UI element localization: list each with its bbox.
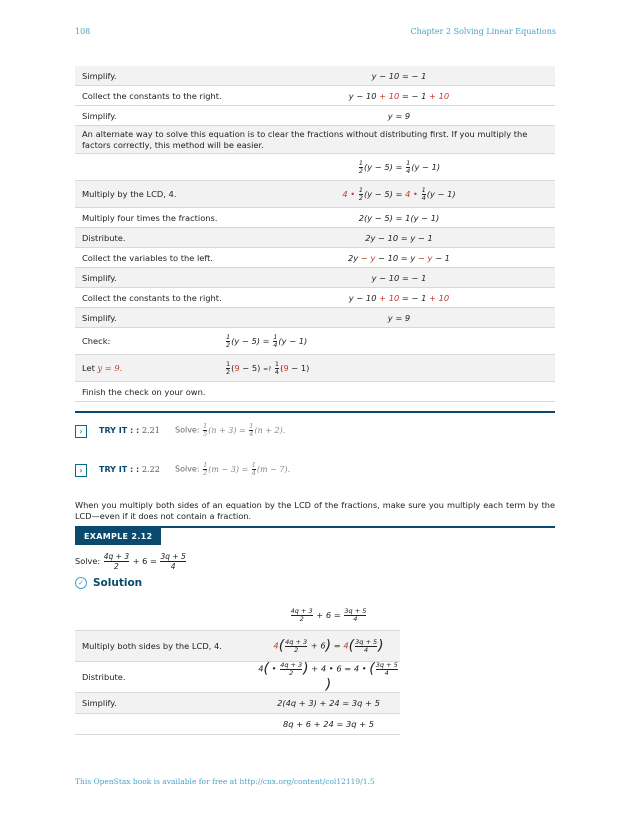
step-label: Multiply both sides by the LCD, 4. xyxy=(82,641,222,651)
step-label: Finish the check on your own. xyxy=(82,386,206,397)
table-row xyxy=(75,355,555,382)
try-it-label: TRY IT : : 2.21 xyxy=(99,426,160,435)
solution-heading: ✓ Solution xyxy=(75,577,142,589)
lcd-paragraph: When you multiply both sides of an equation by the LCD of the fractions, make sure you multiply each term by the LCD—even if it does not contain a fraction. xyxy=(75,500,555,521)
let-label: Let y = 9. xyxy=(82,363,123,373)
page-number: 108 xyxy=(75,27,91,36)
step-math: y = 9 xyxy=(387,312,411,323)
step-math: y − 10 = − 1 xyxy=(371,272,427,283)
try-it-problem: Solve: $\frac{1}{2}$ (m − 3) = $\frac{1}{4}$ (m − 7). xyxy=(175,461,291,477)
step-math: 8q + 6 + 24 = 3q + 5 xyxy=(282,719,375,729)
table-row xyxy=(75,126,555,154)
step-math: y − 10 + 10 = − 1 + 10 xyxy=(348,292,450,303)
step-math: $\frac{1}{2}$ (y − 5) = $\frac{1}{4}$ (y − 1) xyxy=(358,158,441,175)
table-row xyxy=(75,662,400,693)
step-math: y − 10 = − 1 xyxy=(371,70,427,81)
try-it-2-22[interactable] xyxy=(75,462,555,480)
table-row xyxy=(75,288,555,308)
check-label: Check: xyxy=(82,336,111,346)
try-it-label: TRY IT : : 2.22 xyxy=(99,465,160,474)
step-math: 2y − y − 10 = y − y − 1 xyxy=(348,252,450,263)
step-label: Collect the variables to the left. xyxy=(82,252,214,263)
step-label: Collect the constants to the right. xyxy=(82,90,222,101)
table-row xyxy=(75,382,555,402)
step-math: $\frac{4q + 3}{2}$ + 6 = $\frac{3q + 5}{4}$ xyxy=(290,606,367,623)
step-label: Simplify. xyxy=(82,312,117,323)
step-math: 4( • $\frac{4q + 3}{2}$ ) + 4 • 6 = 4 • ( $\frac{3q + 5}{4}$ ) xyxy=(258,660,398,693)
check-math: $\frac{1}{2}$ (y − 5) = $\frac{1}{4}$ (y − 1) xyxy=(226,332,308,349)
step-label: Simplify. xyxy=(82,110,117,121)
example-tag: EXAMPLE 2.12 xyxy=(75,528,161,545)
table-row xyxy=(75,248,555,268)
check-circle-icon: ✓ xyxy=(75,577,87,589)
step-math: y − 10 + 10 = − 1 + 10 xyxy=(348,90,450,101)
alternate-method-note: An alternate way to solve this equation is to clear the fractions without distributing first. If you multiply the factors correctly, this method will be easier. xyxy=(82,128,528,150)
chevron-right-icon[interactable]: › xyxy=(75,464,87,477)
table-row xyxy=(75,268,555,288)
table-row xyxy=(75,714,400,735)
step-label: Distribute. xyxy=(82,672,126,682)
step-label: Simplify. xyxy=(82,70,117,81)
step-label: Simplify. xyxy=(82,272,117,283)
example-solution-table xyxy=(75,600,400,735)
step-label: Multiply by the LCD, 4. xyxy=(82,189,177,199)
try-it-2-21[interactable] xyxy=(75,423,555,441)
check-substitution: $\frac{1}{2}$ (9 − 5) =? $\frac{1}{4}$ (9 − 1) xyxy=(226,359,310,376)
table-row xyxy=(75,181,555,208)
table-row xyxy=(75,228,555,248)
step-label: Simplify. xyxy=(82,698,117,708)
chapter-title: Chapter 2 Solving Linear Equations xyxy=(410,27,556,36)
step-label: Multiply four times the fractions. xyxy=(82,212,218,223)
table-row xyxy=(75,106,555,126)
footer-note: This OpenStax book is available for free at http://cnx.org/content/col12119/1.5 xyxy=(75,777,375,786)
table-row xyxy=(75,208,555,228)
step-math: 4 • $\frac{1}{2}$ (y − 5) = 4 • $\frac{1}{4}$ (y − 1) xyxy=(342,185,456,202)
step-math: 2(y − 5) = 1(y − 1) xyxy=(358,212,440,223)
table-row xyxy=(75,66,555,86)
table-row xyxy=(75,600,400,631)
try-it-problem: Solve: $\frac{1}{5}$ (n + 3) = $\frac{1}{4}$ (n + 2). xyxy=(175,422,286,438)
step-math: y = 9 xyxy=(387,110,411,121)
chevron-right-icon[interactable]: › xyxy=(75,425,87,438)
table-row xyxy=(75,693,400,714)
example-problem: Solve: $\frac{4q + 3}{2}$ + 6 = $\frac{3q + 5}{4}$ xyxy=(75,552,186,571)
table-row xyxy=(75,308,555,328)
table-row xyxy=(75,86,555,106)
step-label: Distribute. xyxy=(82,232,126,243)
table-row xyxy=(75,154,555,181)
step-math: 2y − 10 = y − 1 xyxy=(365,232,433,243)
table-row xyxy=(75,631,400,662)
section-divider xyxy=(75,411,555,413)
step-math: 2(4q + 3) + 24 = 3q + 5 xyxy=(277,698,380,708)
table-row xyxy=(75,328,555,355)
solution-table xyxy=(75,66,555,402)
step-label: Collect the constants to the right. xyxy=(82,292,222,303)
step-math: 4( $\frac{4q + 3}{2}$ + 6) = 4( $\frac{3q + 5}{4}$ ) xyxy=(273,637,384,654)
